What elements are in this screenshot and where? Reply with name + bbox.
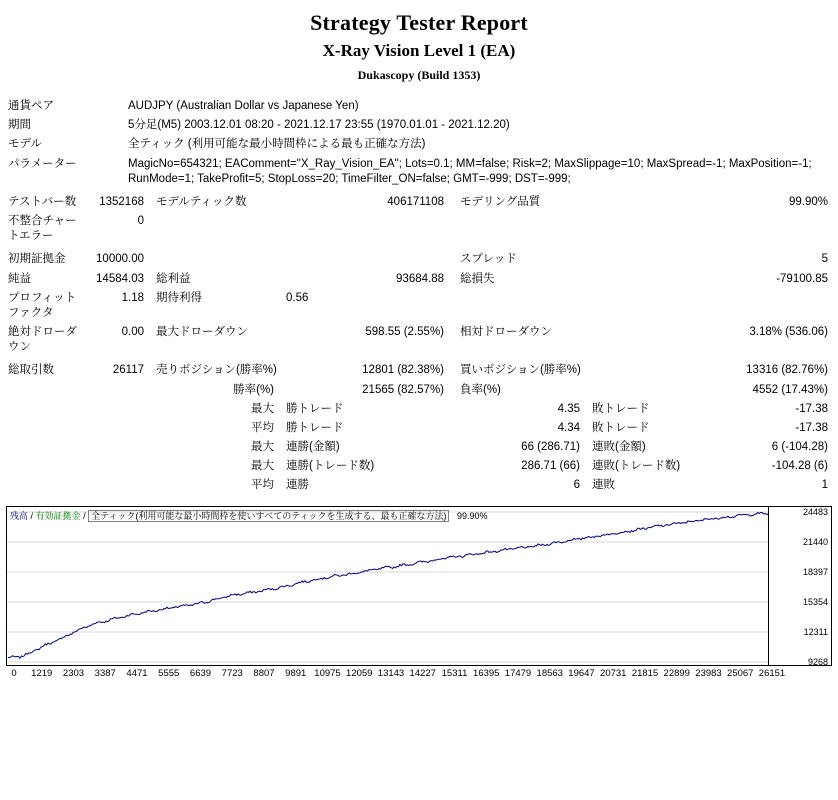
abs-drawdown-value: 0.00: [121, 326, 144, 339]
balance-line: [8, 511, 769, 658]
row-largest: [0, 400, 838, 419]
chart-y-tick: 12311: [803, 626, 828, 637]
row-parameters: [0, 155, 838, 189]
chart-y-axis: [768, 507, 831, 665]
average-win-label: 勝トレード: [286, 421, 344, 434]
row-avg-consecutive: [0, 476, 838, 495]
chart-y-tick: 15354: [802, 596, 828, 607]
net-profit-value: 14584.03: [96, 272, 144, 285]
avg-cons-wins-label: 連勝: [286, 479, 309, 492]
row-mismatch: [0, 212, 838, 246]
report-build: Dukascopy (Build 1353): [357, 68, 481, 82]
spread-value: 5: [821, 253, 828, 266]
legend-quality: 99.90%: [457, 510, 488, 521]
long-positions-label: 買いポジション(勝率%): [460, 364, 581, 377]
chart-x-tick: 0: [11, 667, 17, 679]
chart-x-tick: 22899: [663, 667, 690, 679]
row-total-trades: [0, 361, 838, 380]
ticks-label: モデルティック数: [156, 195, 247, 208]
gross-loss-label: 総損失: [460, 272, 495, 285]
chart-x-tick: 1219: [31, 667, 53, 679]
chart-x-tick: 15311: [441, 667, 468, 679]
row-bars-ticks-quality: [0, 193, 838, 212]
row-max-consecutive-money: [0, 438, 838, 457]
chart-x-tick: 19647: [568, 667, 595, 679]
max-consecutive-label-2: 最大: [251, 460, 274, 473]
chart-x-tick: 9891: [285, 667, 307, 679]
parameters-value-line-2: RunMode=1; TakeProfit=5; StopLoss=20; TimeFilter_ON=false; GMT=-999; DST=-999;: [128, 172, 571, 185]
chart-x-tick: 6639: [189, 667, 212, 679]
profit-factor-label: プロフィットファクタ: [8, 291, 77, 319]
parameters-label: パラメーター: [8, 157, 77, 170]
largest-loss-label: 敗トレード: [592, 402, 650, 415]
max-consecutive-label: 最大: [251, 441, 274, 454]
parameters-value-line-1: MagicNo=654321; EAComment="X_Ray_Vision_EA"; Lots=0.1; MM=false; Risk=2; MaxSlippage=10; MaxSpread=-1; MaxPosition=-1;: [128, 157, 812, 170]
deposit-value: 10000.00: [96, 253, 144, 266]
symbol-label: 通貨ペア: [8, 100, 54, 112]
bars-value: 1352168: [99, 195, 144, 208]
ticks-value: 406171108: [387, 195, 444, 208]
max-cons-loss-label: 連敗(トレード数): [592, 460, 681, 473]
abs-drawdown-label: 絶対ドローダウン: [8, 326, 77, 354]
chart-x-tick: 7723: [221, 667, 243, 679]
chart-svg: [7, 507, 769, 665]
report-table: [0, 97, 838, 496]
equity-chart: [6, 506, 832, 666]
chart-x-tick: 17479: [504, 667, 532, 679]
model-value: 全ティック (利用可能な最小時間枠による最も正確な方法): [128, 138, 426, 151]
chart-x-tick: 25067: [727, 667, 754, 679]
rel-drawdown-label: 相対ドローダウン: [460, 326, 552, 339]
row-win-loss-rate: [0, 381, 838, 400]
period-label: 期間: [8, 119, 31, 132]
spread-label: スプレッド: [460, 253, 517, 266]
largest-loss-value: -17.38: [795, 402, 828, 415]
row-deposit-spread: [0, 250, 838, 269]
max-drawdown-value: 598.55 (2.55%): [365, 326, 444, 339]
average-loss-value: -17.38: [795, 421, 828, 434]
profit-trades-value: 21565 (82.57%): [362, 383, 444, 396]
chart-y-tick: 24483: [802, 506, 828, 517]
row-symbol: [0, 97, 838, 116]
expected-payoff-value: 0.56: [286, 291, 309, 304]
gross-profit-label: 総利益: [156, 272, 191, 285]
chart-x-tick: 21815: [631, 667, 659, 679]
row-model: [0, 135, 838, 154]
average-loss-label: 敗トレード: [592, 421, 650, 434]
expected-payoff-label: 期待利得: [156, 291, 202, 304]
chart-x-tick: 12059: [346, 667, 373, 679]
chart-x-tick: 2303: [62, 667, 85, 679]
short-positions-value: 12801 (82.38%): [362, 364, 444, 377]
max-cons-wins-money-value: 66 (286.71): [521, 441, 580, 454]
quality-label: モデリング品質: [460, 195, 541, 208]
total-trades-label: 総取引数: [8, 364, 54, 377]
legend-model: 全ティック(利用可能な最小時間枠を使いすべてのティックを生成する、最も正確な方法): [88, 510, 449, 522]
legend-equity: 有効証拠金: [35, 510, 81, 521]
chart-y-tick: 21440: [802, 536, 828, 547]
short-positions-label: 売りポジション(勝率%): [156, 364, 277, 377]
avg-consecutive-label: 平均: [251, 479, 274, 492]
net-profit-label: 純益: [8, 272, 31, 285]
largest-win-value: 4.35: [557, 402, 580, 415]
chart-x-tick: 3387: [94, 667, 116, 679]
symbol-value: AUDJPY (Australian Dollar vs Japanese Yen): [128, 100, 359, 112]
chart-x-tick: 13143: [377, 667, 405, 679]
row-period: [0, 116, 838, 135]
max-cons-loss-money-value: 6 (-104.28): [771, 441, 828, 454]
chart-y-tick: 18397: [802, 566, 828, 577]
avg-cons-loss-value: 1: [821, 479, 828, 492]
row-average: [0, 419, 838, 438]
avg-cons-wins-value: 6: [573, 479, 580, 492]
avg-cons-loss-label: 連敗: [592, 479, 615, 492]
row-profit-factor: [0, 289, 838, 323]
gross-profit-value: 93684.88: [396, 272, 444, 285]
bars-label: テストバー数: [8, 195, 77, 208]
average-win-value: 4.34: [557, 421, 580, 434]
profit-factor-value: 1.18: [121, 291, 144, 304]
row-drawdown: [0, 323, 838, 357]
chart-x-tick: 5555: [158, 667, 180, 679]
deposit-label: 初期証拠金: [8, 253, 66, 266]
average-label: 平均: [251, 421, 274, 434]
profit-trades-label: 勝率(%): [233, 383, 274, 396]
largest-win-label: 勝トレード: [286, 402, 344, 415]
max-cons-profit-label: 連勝(トレード数): [286, 460, 375, 473]
chart-x-tick: 26151: [758, 667, 786, 679]
max-drawdown-label: 最大ドローダウン: [156, 326, 248, 339]
chart-x-tick: 8807: [253, 667, 275, 679]
mismatch-value: 0: [137, 215, 144, 228]
chart-y-tick: 9268: [807, 656, 828, 667]
chart-x-tick: 4471: [126, 667, 148, 679]
chart-x-tick: 14227: [409, 667, 436, 679]
rel-drawdown-value: 3.18% (536.06): [749, 326, 828, 339]
chart-x-axis: [6, 668, 832, 684]
max-cons-wins-money-label: 連勝(金額): [286, 441, 340, 454]
chart-x-tick: 20731: [600, 667, 627, 679]
period-value: 5分足(M5) 2003.12.01 08:20 - 2021.12.17 23:55 (1970.01.01 - 2021.12.20): [128, 119, 510, 132]
row-max-consecutive-count: [0, 457, 838, 476]
page-title: Strategy Tester Report: [310, 10, 528, 35]
loss-trades-label: 負率(%): [460, 383, 501, 396]
max-cons-profit-value: 286.71 (66): [521, 460, 580, 473]
model-label: モデル: [8, 138, 42, 151]
chart-legend: 残高 / 有効証拠金 / 全ティック(利用可能な最小時間枠を使いすべてのティックを生成する、最も正確な方法) 99.90%: [10, 510, 488, 521]
report-subtitle: X-Ray Vision Level 1 (EA): [322, 41, 516, 60]
loss-trades-value: 4552 (17.43%): [752, 383, 828, 396]
max-cons-loss-value: -104.28 (6): [771, 460, 828, 473]
mismatch-label: 不整合チャートエラー: [8, 215, 77, 243]
row-net-profit: [0, 270, 838, 289]
quality-value: 99.90%: [788, 195, 828, 208]
gross-loss-value: -79100.85: [776, 272, 828, 285]
chart-plot: [7, 507, 769, 665]
total-trades-value: 26117: [112, 364, 144, 377]
long-positions-value: 13316 (82.76%): [746, 364, 828, 377]
largest-label: 最大: [251, 402, 274, 415]
chart-x-tick: 16395: [473, 667, 500, 679]
report-header: [0, 0, 838, 83]
legend-balance: 残高: [10, 510, 29, 521]
max-cons-loss-money-label: 連敗(金額): [592, 441, 646, 454]
chart-x-tick: 18563: [536, 667, 563, 679]
chart-x-tick: 10975: [314, 667, 341, 679]
chart-x-tick: 23983: [695, 667, 722, 679]
